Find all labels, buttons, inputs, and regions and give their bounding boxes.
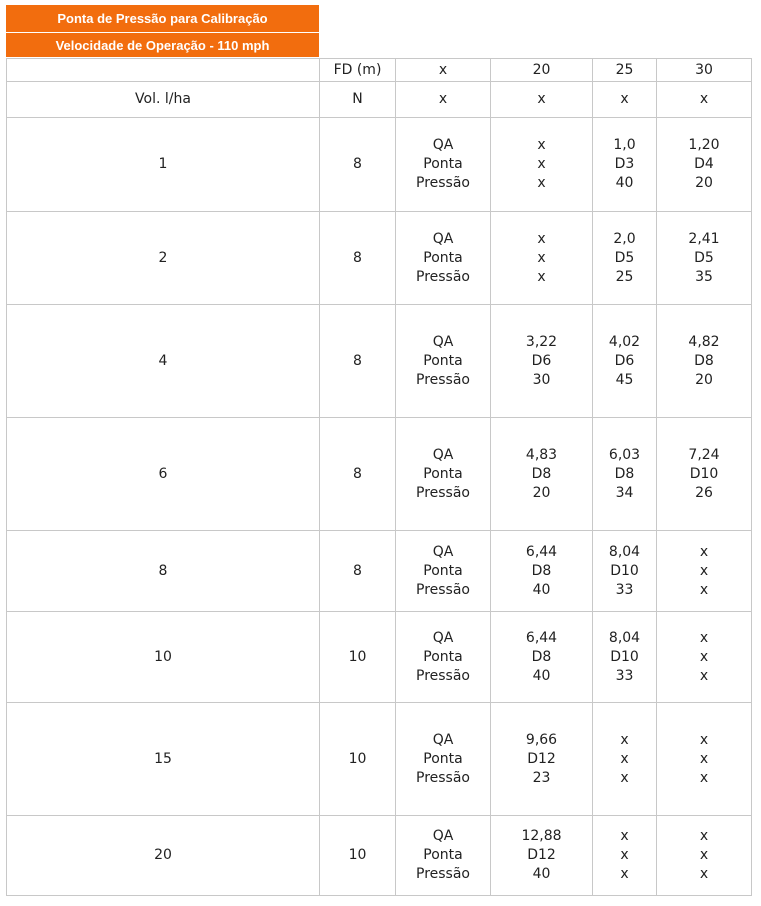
cell-line: 30 [532,371,551,388]
value-cell-20 [491,418,593,531]
cell-line: Pressão [416,371,470,388]
value-cell-25 [593,703,657,816]
cell-line: QA [432,731,454,748]
cell-line: x [699,543,709,560]
value-cell-30 [657,612,752,703]
table-title: Ponta de Pressão para Calibração [6,5,319,32]
value-cell-25 [593,612,657,703]
value-cell-30 [657,118,752,212]
table-row [7,816,752,896]
cell-line: QA [432,543,454,560]
calibration-table [6,58,752,896]
cell-line: Pressão [416,866,470,882]
cell-line: x [620,866,629,882]
value-cell-20 [491,531,593,612]
table-row [7,418,752,531]
cell-line: Pressão [416,175,470,191]
value-cell-30 [657,418,752,531]
value-cell-20 [491,703,593,816]
cell-line: D5 [694,249,714,266]
cell-line: 7,24 [688,446,720,463]
value-cell-25 [593,531,657,612]
cell-line: QA [432,446,454,463]
header-label [7,59,320,82]
value-cell-30 [657,305,752,418]
cell-line: 40 [532,581,551,598]
cell-line: 20 [532,484,551,501]
cell-line: QA [432,137,454,153]
cell-line: 12,88 [521,828,562,844]
value-cell-20 [491,612,593,703]
labels-cell [396,703,491,816]
cell-line: 4,83 [525,446,558,463]
table-row [7,612,752,703]
header-row [7,59,752,82]
cell-line: D3 [614,156,635,172]
cell-line: x [699,750,709,767]
value-cell-30 [657,531,752,612]
n-cell: 10 [320,703,396,816]
n-cell: 10 [320,612,396,703]
value-cell-30 [657,212,752,305]
cell-line: 45 [615,371,634,388]
n-cell: 8 [320,305,396,418]
cell-line: 20 [695,175,713,191]
cell-line: 40 [532,866,551,882]
cell-line: 6,44 [525,543,558,560]
cell-line: x [537,137,546,153]
cell-line: x [537,249,546,266]
table-row [7,118,752,212]
vol-cell: 20 [7,816,320,896]
cell-line: QA [432,230,454,247]
n-cell: 8 [320,212,396,305]
header-vol-label: Vol. l/ha [7,82,320,118]
vol-cell: 4 [7,305,320,418]
cell-line: 20 [695,371,713,388]
cell-line: x [699,629,709,646]
cell-line: D10 [610,648,639,665]
header-col: 20 [491,59,593,82]
labels-cell [396,816,491,896]
vol-cell: 10 [7,612,320,703]
labels-cell [396,418,491,531]
header-col: x [491,82,593,118]
cell-line: 35 [695,268,713,285]
cell-line: D6 [531,352,552,369]
cell-line: 34 [615,484,634,501]
vol-cell: 15 [7,703,320,816]
cell-line: Ponta [423,750,463,767]
table-subtitle: Velocidade de Operação - 110 mph [6,33,319,57]
cell-line: x [620,847,629,863]
value-cell-30 [657,703,752,816]
n-cell: 10 [320,816,396,896]
cell-line: 6,44 [525,629,558,646]
cell-line: 4,82 [688,333,720,350]
cell-line: Ponta [423,465,463,482]
cell-line: D12 [527,750,556,767]
value-cell-25 [593,816,657,896]
cell-line: 8,04 [608,629,641,646]
cell-line: Pressão [416,268,470,285]
cell-line: 3,22 [525,333,558,350]
cell-line: x [699,769,709,786]
cell-line: 2,41 [688,230,720,247]
cell-line: 1,20 [688,137,720,153]
cell-line: x [537,230,546,247]
cell-line: 26 [695,484,713,501]
cell-line: 33 [615,581,634,598]
cell-line: x [620,750,629,767]
value-cell-25 [593,305,657,418]
cell-line: x [699,581,709,598]
header-col: x [593,82,657,118]
cell-line: D5 [614,249,635,266]
cell-line: x [537,175,546,191]
cell-line: D8 [531,648,552,665]
cell-line: x [699,648,709,665]
cell-line: D8 [694,352,714,369]
vol-cell: 8 [7,531,320,612]
value-cell-25 [593,418,657,531]
cell-line: x [620,828,629,844]
table-row [7,212,752,305]
n-cell: 8 [320,531,396,612]
header-col: x [396,59,491,82]
labels-cell [396,118,491,212]
cell-line: Ponta [423,562,463,579]
cell-line: x [699,847,709,863]
cell-line: Ponta [423,249,463,266]
n-cell: 8 [320,118,396,212]
cell-line: 33 [615,667,634,684]
cell-line: 8,04 [608,543,641,560]
cell-line: D10 [689,465,719,482]
labels-cell [396,612,491,703]
cell-line: Pressão [416,769,470,786]
cell-line: x [699,828,709,844]
cell-line: 40 [615,175,634,191]
labels-cell [396,531,491,612]
header-row [7,82,752,118]
cell-line: D10 [610,562,639,579]
cell-line: x [620,731,629,748]
cell-line: 9,66 [525,731,558,748]
n-cell: 8 [320,418,396,531]
cell-line: x [699,667,709,684]
cell-line: Pressão [416,484,470,501]
header-col: x [396,82,491,118]
cell-line: x [699,866,709,882]
cell-line: x [537,156,546,172]
cell-line: QA [432,828,454,844]
cell-line: x [699,562,709,579]
cell-line: 25 [615,268,634,285]
cell-line: Pressão [416,667,470,684]
cell-line: D4 [694,156,714,172]
cell-line: D8 [531,562,552,579]
cell-line: D12 [527,847,556,863]
cell-line: 40 [532,667,551,684]
header-col: x [657,82,752,118]
cell-line: x [620,769,629,786]
cell-line: D8 [531,465,552,482]
value-cell-25 [593,212,657,305]
vol-cell: 1 [7,118,320,212]
header-col: 25 [593,59,657,82]
cell-line: 2,0 [613,230,636,247]
cell-line: D8 [614,465,635,482]
cell-line: Ponta [423,352,463,369]
table-row [7,703,752,816]
value-cell-20 [491,305,593,418]
cell-line: x [699,731,709,748]
cell-line: Ponta [423,847,463,863]
cell-line: 23 [532,769,551,786]
vol-cell: 2 [7,212,320,305]
cell-line: 1,0 [613,137,636,153]
cell-line: QA [432,629,454,646]
cell-line: Ponta [423,648,463,665]
cell-line: D6 [614,352,635,369]
header-col: 30 [657,59,752,82]
value-cell-30 [657,816,752,896]
value-cell-20 [491,816,593,896]
labels-cell [396,305,491,418]
header-n: N [320,82,396,118]
value-cell-20 [491,118,593,212]
table-row [7,531,752,612]
cell-line: Ponta [423,156,463,172]
value-cell-25 [593,118,657,212]
header-fd: FD (m) [320,59,396,82]
labels-cell [396,212,491,305]
cell-line: x [537,268,546,285]
cell-line: 6,03 [608,446,641,463]
cell-line: Pressão [416,581,470,598]
cell-line: 4,02 [608,333,641,350]
cell-line: QA [432,333,454,350]
value-cell-20 [491,212,593,305]
table-row [7,305,752,418]
vol-cell: 6 [7,418,320,531]
